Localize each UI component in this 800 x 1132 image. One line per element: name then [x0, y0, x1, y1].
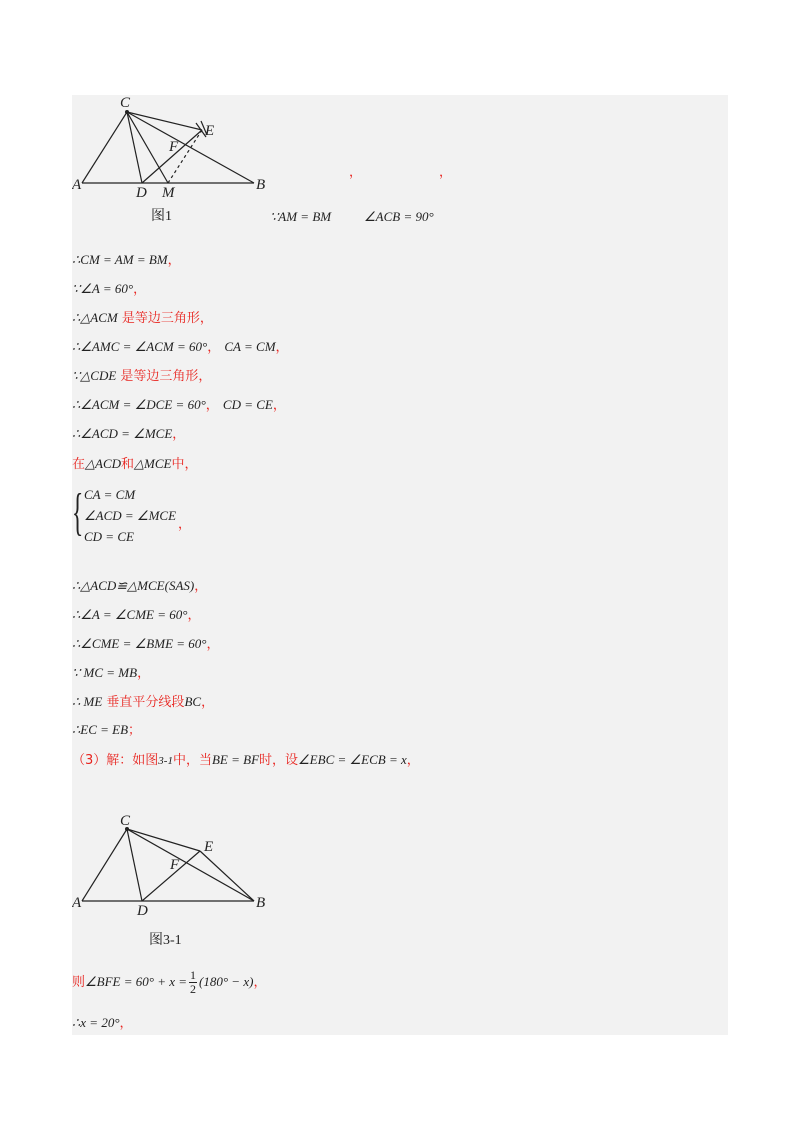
math: ∴∠AMC = ∠ACM = 60°: [72, 339, 208, 354]
text: 和: [121, 457, 135, 472]
segment-AC: [82, 112, 127, 183]
system-row-1: CA = CM: [84, 487, 136, 502]
math: ∴EC = EB: [72, 722, 129, 737]
sas-label: (SAS): [164, 578, 195, 593]
ze-label: 则: [72, 975, 86, 990]
figure-3-1-caption: 图3-1: [149, 933, 182, 948]
part3-figure-ref: 3-1: [158, 755, 173, 767]
punct: ，: [205, 398, 219, 413]
part3-prefix: （3）解：如图: [72, 753, 159, 768]
segment-CM: [127, 112, 168, 183]
proof-line-11: [72, 635, 220, 654]
final-equation: [72, 967, 266, 998]
point-label-E: E: [204, 839, 214, 855]
punct: ，: [167, 253, 181, 268]
segment-CE: [127, 112, 202, 130]
math: ∴△ACD≌△MCE: [72, 578, 165, 593]
punct: ，: [172, 427, 186, 442]
punct-2: ，: [272, 398, 286, 413]
segment-DE: [142, 130, 202, 183]
punct: ，: [137, 666, 151, 681]
stray-comma-2: ，: [439, 165, 453, 180]
segment-CD: [127, 829, 142, 901]
text-2: 中，: [171, 457, 198, 472]
part3-mid: 中，当: [172, 753, 212, 768]
punct: ，: [207, 340, 221, 355]
proof-line-10: [72, 606, 201, 625]
math: ∴∠ACD = ∠MCE: [72, 426, 173, 441]
point-label-D: D: [137, 903, 148, 918]
proof-line-5: [72, 367, 211, 386]
pre-text: 在: [72, 457, 86, 472]
math: ∵∠A = 60°: [72, 281, 134, 296]
given-am-bm: ∵AM = BM: [270, 209, 332, 224]
proof-line-7: [72, 425, 185, 444]
math: ∴△ACM: [72, 310, 118, 325]
math: △ACD: [85, 456, 122, 471]
math: ∴ ME: [72, 694, 103, 709]
part3-set-variable: ∠EBC = ∠ECB = x: [298, 752, 407, 767]
figure-1-caption: 图1: [151, 209, 172, 224]
part3-tail: ，: [406, 753, 420, 768]
punct: ，: [194, 579, 208, 594]
punct: ；: [128, 723, 142, 738]
segment-CB: [127, 829, 254, 901]
point-label-B: B: [256, 895, 266, 911]
equation-rhs: (180° − x): [199, 974, 254, 989]
fraction-numerator: 1: [190, 968, 197, 982]
part3-intro: [72, 751, 420, 770]
solution-sheet: [72, 95, 728, 1035]
punct: ，: [187, 608, 201, 623]
point-label-C: C: [120, 813, 131, 829]
stray-comma-1: ，: [349, 165, 363, 180]
math-2: △MCE: [134, 456, 172, 471]
point-label-M: M: [162, 185, 175, 200]
math: ∵△CDE: [72, 368, 117, 383]
system-row-2: ∠ACD = ∠MCE: [84, 508, 177, 523]
math: ∵ MC = MB: [72, 665, 138, 680]
point-label-A: A: [72, 895, 82, 911]
math: ∴∠CME = ∠BME = 60°: [72, 636, 207, 651]
result-math: ∴x = 20°: [72, 1015, 120, 1030]
left-brace: {: [72, 484, 84, 541]
math-2: CA = CM: [224, 339, 276, 354]
result-line: [72, 1014, 133, 1033]
math: ∴CM = AM = BM: [72, 252, 168, 267]
punct: ，: [133, 282, 147, 297]
proof-line-12: [72, 664, 150, 683]
point-label-F: F: [169, 139, 179, 155]
system-row-3: CD = CE: [84, 529, 134, 544]
figure-1: [72, 95, 272, 200]
proof-line-2: [72, 280, 146, 299]
proof-line-13: [72, 693, 214, 712]
given-angle-acb: ∠ACB = 90°: [364, 209, 434, 224]
part3-mid2: 时，设: [259, 753, 299, 768]
text: 是等边三角形，: [116, 369, 212, 384]
proof-line-4: [72, 338, 289, 357]
figure-1-diagram: [72, 95, 272, 200]
segment-CD: [127, 112, 142, 183]
fraction-denominator: 2: [190, 982, 197, 996]
punct-2: ，: [201, 695, 215, 710]
proof-line-14: [72, 721, 141, 740]
text: 垂直平分线段: [102, 695, 185, 710]
punct-2: ，: [275, 340, 289, 355]
one-half-fraction: [189, 969, 197, 996]
part3-condition: BE = BF: [211, 752, 260, 767]
math-2: BC: [184, 694, 202, 709]
point-label-D: D: [136, 185, 147, 200]
proof-line-3: [72, 309, 213, 328]
point-label-C: C: [120, 95, 131, 111]
system-comma: ，: [178, 517, 192, 532]
proof-line-6: [72, 396, 286, 415]
equation-tail: ，: [253, 975, 267, 990]
point-label-A: A: [72, 177, 82, 193]
proof-line-1: [72, 251, 181, 270]
punct: ，: [206, 637, 220, 652]
math: ∴∠A = ∠CME = 60°: [72, 607, 188, 622]
text: 是等边三角形，: [117, 311, 213, 326]
point-label-B: B: [256, 177, 266, 193]
math-2: CD = CE: [222, 397, 273, 412]
proof-line-8: [72, 455, 198, 474]
segment-CE: [127, 829, 200, 851]
proof-line-9: [72, 577, 207, 596]
equation-lhs: ∠BFE = 60° + x =: [85, 974, 188, 989]
point-label-E: E: [205, 123, 215, 139]
figure-3-1: [72, 813, 272, 918]
result-tail: ，: [119, 1016, 133, 1031]
segment-AC: [82, 829, 127, 901]
math: ∴∠ACM = ∠DCE = 60°: [72, 397, 206, 412]
segment-EB: [200, 851, 254, 901]
figure-3-1-diagram: [72, 813, 272, 918]
point-label-F: F: [170, 857, 180, 873]
